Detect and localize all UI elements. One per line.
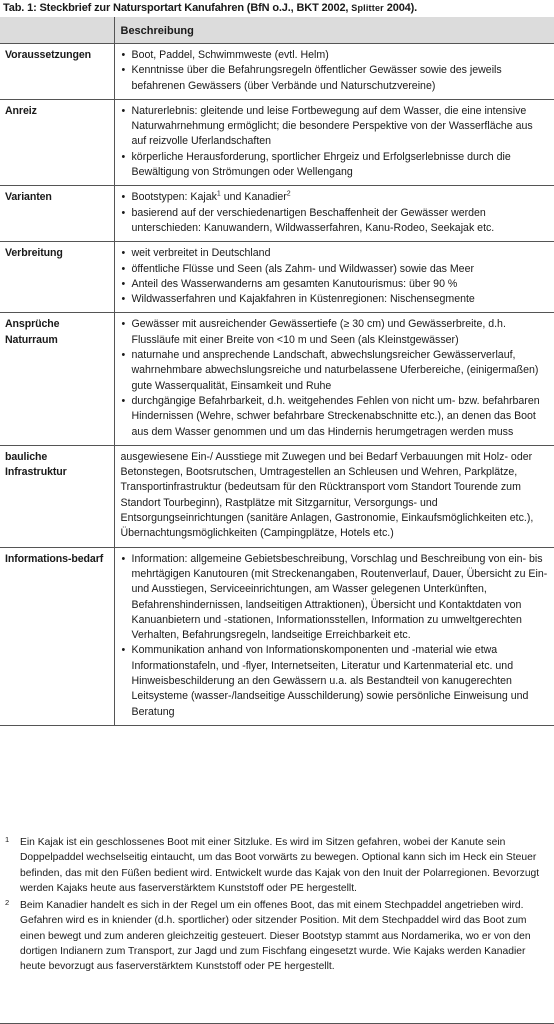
caption-small-caps: Splitter bbox=[351, 3, 384, 13]
table-row bbox=[0, 186, 554, 242]
footnote-ref: 2 bbox=[286, 190, 291, 198]
row-description bbox=[114, 445, 554, 547]
list-item: • Anteil des Wasserwanderns am gesamten Kanutourismus: über 90 % bbox=[121, 277, 549, 292]
header-empty-cell bbox=[0, 17, 114, 44]
row-label: Informations-bedarf bbox=[0, 547, 114, 725]
list-item: • Boot, Paddel, Schwimmweste (evtl. Helm) bbox=[121, 48, 549, 63]
footnote bbox=[0, 898, 554, 974]
table-row bbox=[0, 44, 554, 100]
footnotes bbox=[0, 835, 554, 977]
table-row bbox=[0, 99, 554, 185]
list-item: • basierend auf der verschiedenartigen Beschaffenheit der Gewässer werden unterschieden: Kanuwandern, Wildwasserfahren, Kanu-Rodeo, Seekajak etc. bbox=[121, 206, 549, 237]
footnote-text: Beim Kanadier handelt es sich in der Regel um ein offenes Boot, das mit einem Stechpaddel angetrieben wird. Gefahren wird es in kniender (d.h. sportlicher) oder sitzender Position. Mit dem Stechpaddel wird das Boot zum einen bewegt und zum anderen gleichzeitig gesteuert. Dieser Bootstyp stammt aus Nordamerika, wo er von den dortigen Indianern zum Transport, zur Jagd und zum Fischfang eingesetzt wurde. Wie Kajaks werden Kanadier heute bevorzugt aus faserverstärktem Kunststoff oder PE hergestellt. bbox=[20, 900, 531, 973]
row-description bbox=[114, 44, 554, 100]
row-label: Verbreitung bbox=[0, 242, 114, 313]
bullet-list bbox=[121, 317, 549, 439]
bullet-list bbox=[121, 246, 549, 307]
list-item: • Gewässer mit ausreichender Gewässertiefe (≥ 30 cm) und Gewässerbreite, d.h. Flussläufe mit einer Breite von <10 m und Seen (als Kleinstgewässer) bbox=[121, 317, 549, 348]
header-description: Beschreibung bbox=[114, 17, 554, 44]
table-header-row bbox=[0, 17, 554, 44]
profile-table bbox=[0, 17, 554, 726]
bullet-list bbox=[121, 552, 549, 720]
footnote-ref: 1 bbox=[216, 190, 221, 198]
row-description bbox=[114, 186, 554, 242]
row-label: Anreiz bbox=[0, 99, 114, 185]
bullet-list bbox=[121, 104, 549, 180]
row-description bbox=[114, 313, 554, 445]
row-label: Varianten bbox=[0, 186, 114, 242]
footnote-text: Ein Kajak ist ein geschlossenes Boot mit einer Sitzluke. Es wird im Sitzen gefahren, wobei der Kanute sein Doppelpaddel wechselseitig eintaucht, um das Boot vorwärts zu bewegen. Optional kann sich im Heck ein Steuer befinden, das mit den Füßen bedient wird. Entwickelt wurde das Kajak von den Inuit der Polarregionen. Bevorzugt werden Kajaks heute aus faserverstärktem Kunststoff oder PE hergestellt. bbox=[20, 837, 540, 894]
list-item: • körperliche Herausforderung, sportlicher Ehrgeiz und Erfolgserlebnisse durch die Bewältigung von Strömungen oder Wellengang bbox=[121, 150, 549, 181]
row-description bbox=[114, 242, 554, 313]
footnote bbox=[0, 835, 554, 896]
list-item: • Kenntnisse über die Befahrungsregeln öffentlicher Gewässer sowie des jeweils befahrenen Gewässers (über Verbände und Naturschutzvereine) bbox=[121, 63, 549, 94]
list-item: • naturnahe und ansprechende Landschaft, abwechslungsreicher Gewässerverlauf, wahrnehmbare abwechslungsreiche und naturbelassene Uferbereiche, (einigermaßen) gute Wasserqualität, Einsamkeit und Ruhe bbox=[121, 348, 549, 394]
list-item: • weit verbreitet in Deutschland bbox=[121, 246, 549, 261]
list-item: • Information: allgemeine Gebietsbeschreibung, Vorschlag und Beschreibung von ein- bis mehrtägigen Kanutouren (mit Streckenangaben, Routenverlauf, Dauer, Übersicht zu Ein- und Ausstiegen, Serviceeinrichtungen, am Wasser gelegenen Unterkünften, Befahrenshindernissen, landseitigen Attraktionen), Übersicht und Kontaktdaten von Kanuanbietern und -stationen, Informationsstellen, Information zu umweltgerechten Verhalten, Befahrungsregeln, landseitige Erreichbarkeit etc. bbox=[121, 552, 549, 644]
row-description bbox=[114, 547, 554, 725]
list-item-text: und Kanadier bbox=[220, 191, 287, 204]
caption-text: Tab. 1: Steckbrief zur Natursportart Kanufahren (BfN o.J., BKT 2002, bbox=[3, 2, 352, 14]
list-item: • Wildwasserfahren und Kajakfahren in Küstenregionen: Nischensegmente bbox=[121, 292, 549, 307]
table-caption bbox=[3, 2, 417, 14]
list-item-text: Bootstypen: Kajak bbox=[131, 191, 217, 204]
bullet-list bbox=[121, 190, 549, 236]
list-item: • Kommunikation anhand von Informationskomponenten und -material wie etwa Informationstafeln, und -flyer, Internetseiten, Literatur und Kartenmaterial etc. und Hinweisbeschilderung an den Gewässern u.a. als Bestandteil von kanugerechten Leitsysteme (wasser-/landseitige Ausschilderung) sowie persönliche Einweisung und Beratung bbox=[121, 643, 549, 719]
list-item: • durchgängige Befahrbarkeit, d.h. weitgehendes Fehlen von nicht um- bzw. befahrbaren Hindernissen (Wehre, schwer befahrbare Streckenabschnitte etc.), an denen das Boot aus dem Wasser genommen und um das Hindernis herumgetragen werden muss bbox=[121, 394, 549, 440]
table-row bbox=[0, 313, 554, 445]
list-item bbox=[121, 190, 549, 205]
row-label: Ansprüche Naturraum bbox=[0, 313, 114, 445]
footnote-number: 2 bbox=[5, 898, 10, 908]
row-paragraph: ausgewiesene Ein-/ Ausstiege mit Zuwegen und bei Bedarf Verbauungen mit Holz- oder Betonstegen, Bootsrutschen, Umtragestellen an Schleusen und Wehren, Parkplätze, Transportinfrastruktur (bedeutsam für den Rücktransport vom Standort Tourende zum Standort Tourbeginn), Rastplätze mit Sitzgarnitur, Versorgungs- und Entsorgungseinrichtungen (sanitäre Anlagen, Gastronomie, Einkaufsmöglichkeiten etc.), Übernachtungsmöglichkeiten (Campingplätze, Hotels etc.) bbox=[120, 450, 534, 540]
caption-end: 2004). bbox=[383, 2, 418, 14]
table-row bbox=[0, 242, 554, 313]
list-item: • Naturerlebnis: gleitende und leise Fortbewegung auf dem Wasser, die eine intensive Naturwahrnehmung ermöglicht; die besondere Perspektive von der Wasserfläche aus auf reizvolle Uferlandschaften bbox=[121, 104, 549, 150]
bullet-list bbox=[121, 48, 549, 94]
row-label: Voraussetzungen bbox=[0, 44, 114, 100]
row-label: bauliche Infrastruktur bbox=[0, 445, 114, 547]
footnote-number: 1 bbox=[5, 835, 10, 844]
list-item: • öffentliche Flüsse und Seen (als Zahm- und Wildwasser) sowie das Meer bbox=[121, 262, 549, 277]
table-row bbox=[0, 547, 554, 725]
row-description bbox=[114, 99, 554, 185]
table-row bbox=[0, 445, 554, 547]
